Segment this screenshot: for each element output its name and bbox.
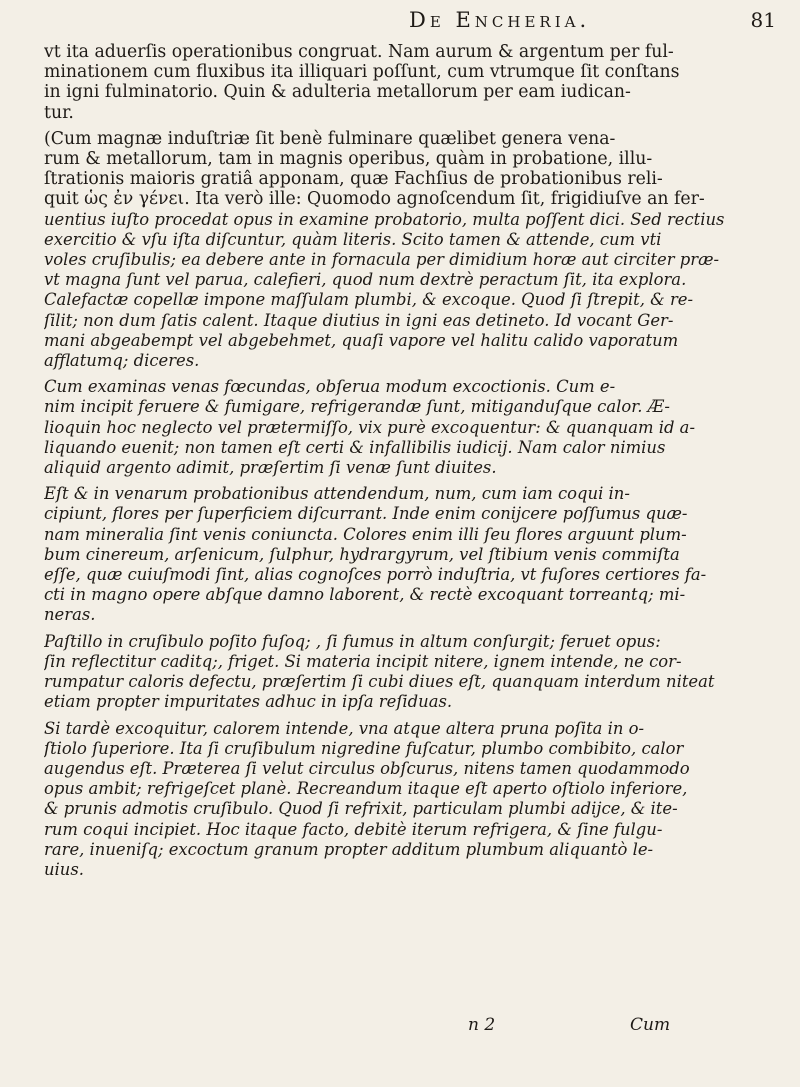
page-footer (44, 1015, 786, 1039)
text-line: opus ambit; refrigeſcet planè. Recreandum itaque eſt aperto oſtiolo inferiore, (44, 779, 688, 799)
running-title: De Encheria. (409, 8, 591, 32)
text-line: lioquin hoc neglecto vel prætermiſſo, vix purè excoquentur: & quanquam id a- (44, 417, 695, 437)
text-line: etiam propter impuritates adhuc in ipſa reſiduas. (44, 692, 453, 712)
text-line: rum coqui incipiet. Hoc itaque facto, debitè iterum refrigera, & ſine fulgu- (44, 819, 663, 839)
text-line: minationem cum fluxibus ita illiquari poſſunt, cum vtrumque ſit conſtans (44, 62, 680, 83)
text-line: afflatumq; diceres. (44, 351, 200, 371)
text-line: in igni fulminatorio. Quin & adulteria metallorum per eam iudican- (44, 82, 631, 103)
text-line: rum & metallorum, tam in magnis operibus, quàm in probatione, illu- (44, 149, 653, 170)
text-line: vt ita aduerſis operationibus congruat. Nam aurum & argentum per ful- (44, 42, 674, 62)
text-line: cipiunt, flores per ſuperficiem diſcurrant. Inde enim conijcere poſſumus quæ- (44, 504, 688, 524)
text-line: Calefactæ copellæ impone maſſulam plumbi, & excoque. Quod ſi ſtrepit, & re- (44, 290, 694, 310)
text-line: Cum examinas venas fœcundas, obſerua modum excoctionis. Cum e- (44, 377, 616, 397)
text-line: augendus eſt. Præterea ſi velut circulus obſcurus, nitens tamen quodammodo (44, 758, 690, 778)
page-number: 81 (750, 8, 776, 32)
text-line: nam mineralia ſint venis coniuncta. Colores enim illi ſeu flores arguunt plum- (44, 524, 687, 544)
text-line: nim incipit feruere & fumigare, refrigerandæ ſunt, mitiganduſque calor. Æ- (44, 397, 670, 417)
text-line: tur. (44, 102, 74, 123)
text-line: Paſtillo in cruſibulo poſito fuſoq; , ſi fumus in altum conſurgit; feruet opus: (44, 631, 661, 651)
text-line: liquando euenit; non tamen eſt certi & infallibilis iudicij. Nam calor nimius (44, 437, 666, 457)
text-line: eſſe, quæ cuiuſmodi ſint, alias cognoſces porrò induſtria, vt fuſores certiores fa- (44, 565, 707, 585)
text-line: uentius iuſto procedat opus in examine probatorio, multa poſſent dici. Sed rectius (44, 209, 725, 229)
text-line: rare, inueniſq; excoctum granum propter additum plumbum aliquantò le- (44, 839, 654, 859)
text-line: exercitio & vſu iſta diſcuntur, quàm literis. Scito tamen & attende, cum vti (44, 229, 662, 249)
running-header (44, 0, 786, 42)
text-line: rumpatur caloris defectu, præſertim ſi cubi diues eſt, quanquam interdum niteat (44, 672, 715, 692)
text-line: Si tardè excoquitur, calorem intende, vna atque altera pruna poſita in o- (44, 718, 645, 738)
body-text (44, 42, 786, 880)
text-line: Eſt & in venarum probationibus attendendum, num, cum iam coqui in- (44, 484, 630, 504)
text-line: uius. (44, 859, 84, 879)
text-line: neras. (44, 605, 96, 625)
text-line: mani abgeabempt vel abgebehmet, quaſi vapore vel halitu calido vaporatum (44, 330, 679, 350)
text-line: ſtrationis maioris gratiâ apponam, quæ Fachſius de probationibus reli- (44, 169, 663, 190)
text-line: voles cruſibulis; ea debere ante in fornacula per dimidium horæ aut circiter præ- (44, 250, 720, 270)
text-line: ſtiolo ſuperiore. Ita ſi cruſibulum nigredine fuſcatur, plumbo combibito, calor (44, 738, 684, 758)
text-line: quit ὡς ἐν γένει. Ita verò ille: Quomodo agnoſcendum ſit, frigidiuſve an fer- (44, 189, 705, 210)
text-line: ſilit; non dum ſatis calent. Itaque diutius in igni eas detineto. Id vocant Ger- (44, 310, 674, 330)
text-line: & prunis admotis cruſibulo. Quod ſi refrixit, particulam plumbi adijce, & ite- (44, 799, 678, 819)
text-line: bum cinereum, arſenicum, ſulphur, hydrargyrum, vel ſtibium venis commiſta (44, 544, 680, 564)
text-line: aliquid argento adimit, præſertim ſi venæ ſunt diuites. (44, 458, 497, 478)
text-line: (Cum magnæ induſtriæ ſit benè fulminare quælibet genera vena- (44, 128, 616, 149)
text-line: ſin reflectitur caditq;, friget. Si materia incipit nitere, ignem intende, ne cor- (44, 651, 682, 671)
text-line: vt magna ſunt vel parua, calefieri, quod num dextrè peractum ſit, ita explora. (44, 270, 687, 290)
text-line: cti in magno opere abſque damno laborent, & rectè excoquant torreantq; mi- (44, 585, 686, 605)
signature-mark: n 2 (468, 1015, 496, 1035)
catchword: Cum (630, 1015, 671, 1035)
